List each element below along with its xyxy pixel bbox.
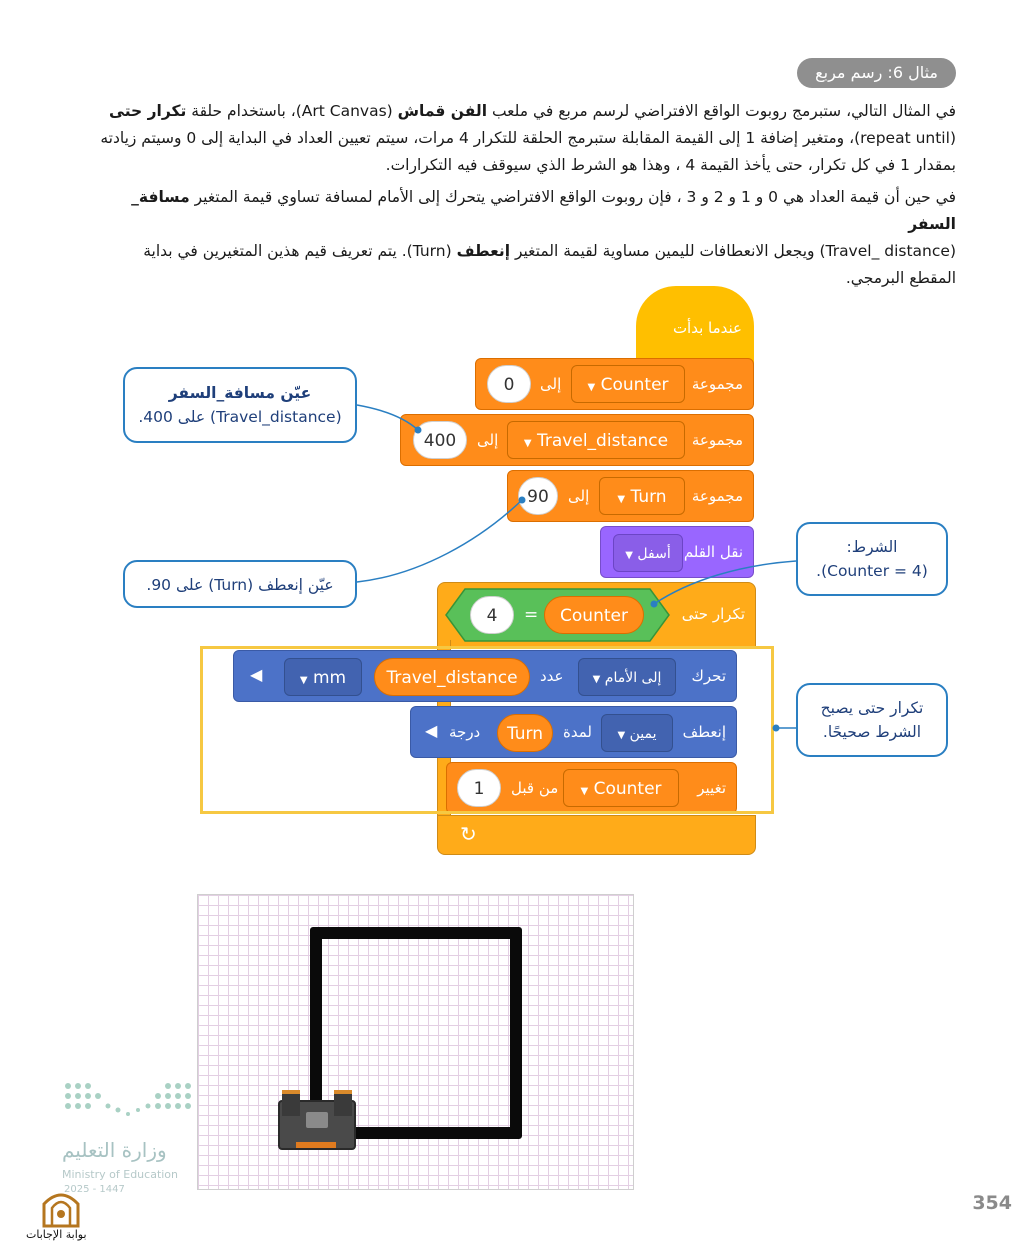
ministry-logo-dots	[62, 1080, 198, 1120]
turn-var[interactable]: Turn	[497, 714, 553, 752]
portal-label: بوابة الإجابات	[26, 1228, 87, 1241]
turn-dropdown[interactable]: ▼ Turn	[599, 477, 685, 515]
pen-option-dropdown[interactable]: ▼ أسفل	[613, 534, 683, 572]
callout-condition-line1: الشرط:	[846, 538, 898, 556]
robot-wheel-left	[282, 1090, 300, 1116]
travel-distance-value-input[interactable]: 400	[413, 421, 467, 459]
dropdown-arrow-icon: ▼	[617, 494, 626, 505]
dropdown-arrow-icon: ▼	[625, 550, 633, 561]
by-label: من قبل	[511, 779, 559, 797]
expand-arrow-icon[interactable]: ◀	[250, 665, 263, 684]
unit-dropdown[interactable]: ▼ mm	[284, 658, 362, 696]
drive-travel-distance-var[interactable]: Travel_distance	[374, 658, 530, 696]
callout-loop	[796, 683, 948, 757]
callout-condition-line2: (Counter = 4).	[816, 562, 928, 580]
portal-logo-icon	[40, 1186, 82, 1228]
callout-travel-line1: عيّن مسافة_السفر	[168, 384, 312, 402]
dropdown-arrow-icon: ▼	[587, 382, 596, 393]
vr-robot	[278, 1090, 356, 1156]
turn-direction-dropdown[interactable]: ▼ يمين	[601, 714, 673, 752]
degree-label: درجة	[449, 723, 481, 741]
set-label: مجموعة	[691, 375, 743, 393]
ministry-year: 2025 - 1447	[64, 1184, 125, 1195]
to-label: إلى	[540, 375, 562, 393]
page-number: 354	[972, 1192, 1012, 1214]
p1-line-3: بمقدار 1 في كل تكرار، حتى يأخذ القيمة 4 ، وهذا هو الشرط الذي سيوقف فيه التكرارات.	[385, 156, 956, 174]
when-started-label: عندما بدأت	[672, 319, 742, 337]
counter-value-input[interactable]: 0	[487, 365, 531, 403]
robot-sensor	[306, 1112, 328, 1128]
callout-turn-line1: عيّن إنعطف (Turn) على 90.	[146, 576, 334, 594]
to-label: إلى	[568, 487, 590, 505]
dropdown-arrow-icon: ▼	[299, 675, 308, 686]
change-counter-dropdown[interactable]: ▼ Counter	[563, 769, 679, 807]
p2-line-1: في حين أن قيمة العداد هي 0 و 1 و 2 و 3 ، فإن روبوت الواقع الافتراضي يتحرك إلى الأمام لمسافة تساوي قيمة المتغير مسافة_ السفر	[131, 188, 956, 233]
repeat-label: تكرار حتى	[681, 605, 745, 623]
loop-arrow-icon: ↻	[460, 822, 477, 846]
callout-condition	[796, 522, 948, 596]
turn-value-input[interactable]: 90	[518, 477, 558, 515]
robot-wheel-right	[334, 1090, 352, 1116]
p2-line-3: المقطع البرمجي.	[845, 269, 956, 287]
set-label: مجموعة	[691, 431, 743, 449]
dropdown-arrow-icon: ▼	[523, 438, 532, 449]
travel-distance-dropdown[interactable]: ▼ Travel_distance	[507, 421, 685, 459]
to-label: إلى	[477, 431, 499, 449]
callout-travel-line2: (Travel_distance) على 400.	[138, 408, 342, 426]
callout-travel-distance	[123, 367, 357, 443]
dropdown-arrow-icon: ▼	[617, 730, 626, 741]
turn-label: إنعطف	[682, 723, 726, 741]
dropdown-arrow-icon: ▼	[580, 786, 589, 797]
for-label: لمدة	[563, 723, 592, 741]
p1-line-2: (repeat until)، ومتغير إضافة 1 إلى القيمة المقابلة ستبرمج الحلقة للتكرار 4 مرات، سيتم تعيين العداد في البداية إلى 0 وسيتم زيادته	[100, 129, 956, 147]
count-label: عدد	[540, 667, 564, 685]
example-title: مثال 6: رسم مربع	[797, 58, 956, 88]
condition-counter-var[interactable]: Counter	[544, 596, 644, 634]
callout-loop-line1: تكرار حتى يصبح	[820, 699, 924, 717]
expand-arrow-icon[interactable]: ◀	[425, 721, 438, 740]
robot-stripe	[296, 1142, 336, 1148]
condition-left-input[interactable]: 4	[470, 596, 514, 634]
counter-dropdown[interactable]: ▼ Counter	[571, 365, 685, 403]
dropdown-arrow-icon: ▼	[592, 674, 601, 685]
drive-label: تحرك	[691, 667, 726, 685]
callout-turn	[123, 560, 357, 608]
change-label: تغيير	[697, 779, 726, 797]
equals-operator: =	[524, 605, 539, 625]
drive-direction-dropdown[interactable]: ▼ إلى الأمام	[578, 658, 676, 696]
change-value-input[interactable]: 1	[457, 769, 501, 807]
pen-label: نقل القلم	[683, 543, 743, 561]
set-label: مجموعة	[691, 487, 743, 505]
p2-line-2: (Travel_ distance) ويجعل الانعطافات لليمين مساوية لقيمة المتغير إنعطف (Turn). يتم تعريف قيم هذين المتغيرين في بداية	[143, 242, 956, 260]
callout-loop-line2: الشرط صحيحًا.	[822, 723, 922, 741]
ministry-name-english: Ministry of Education	[62, 1168, 179, 1181]
p1-line-1: في المثال التالي، ستبرمج روبوت الواقع الافتراضي لرسم مربع في ملعب الفن قماش (Art Canvas)، باستخدام حلقة تكرار حتى	[109, 102, 956, 120]
ministry-name-arabic: وزارة التعليم	[62, 1138, 167, 1162]
